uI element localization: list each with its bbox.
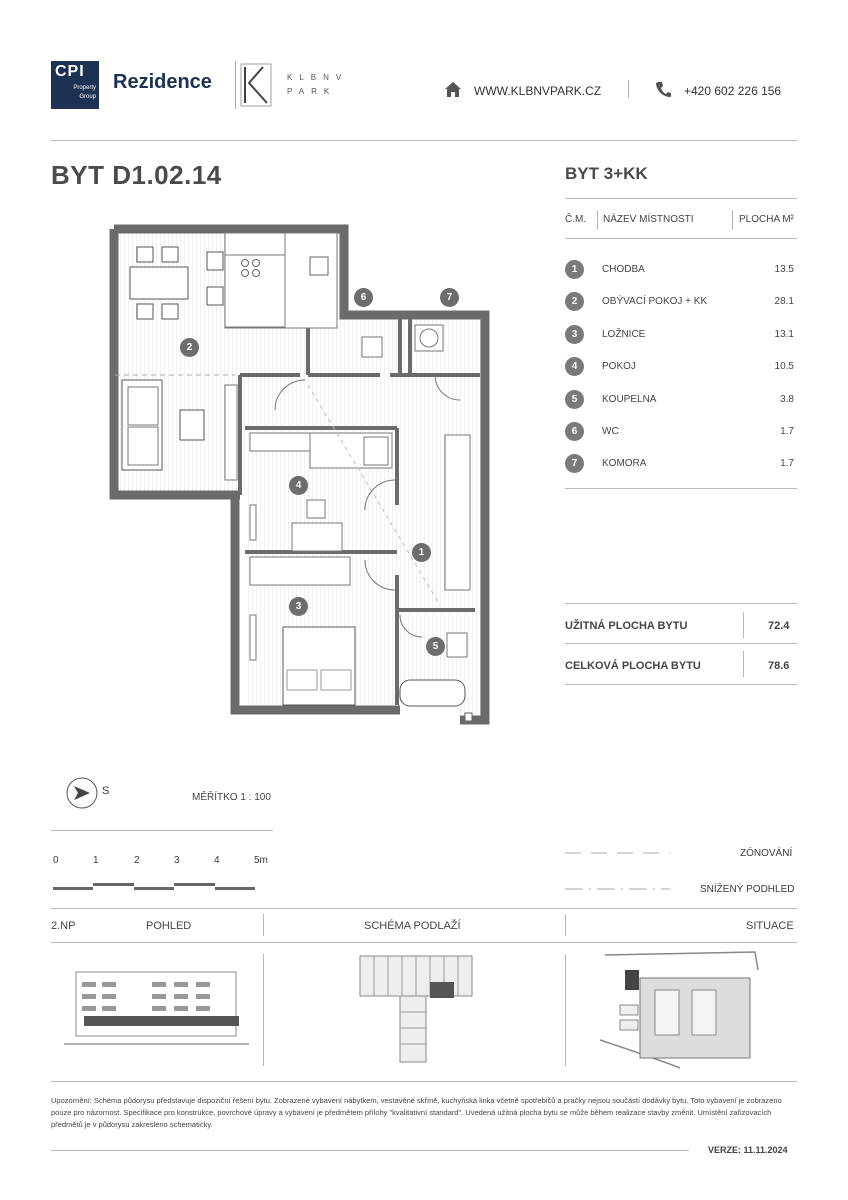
room-name: KOUPELNA xyxy=(602,394,657,405)
section-divider xyxy=(565,954,566,1066)
room-bubble-1: 1 xyxy=(412,543,431,562)
room-bubble-7: 7 xyxy=(440,288,459,307)
col-name-header: NÁZEV MÍSTNOSTI xyxy=(603,214,694,225)
scale-tick-label: 3 xyxy=(174,855,180,866)
summary-divider xyxy=(743,651,744,677)
room-name: OBÝVACÍ POKOJ + KK xyxy=(602,296,708,307)
legend-lowered-ceiling: SNÍŽENÝ PODHLED xyxy=(700,884,795,895)
scale-separator xyxy=(51,830,273,831)
table-row xyxy=(565,260,797,280)
scale-tick-label: 2 xyxy=(134,855,140,866)
version-label: VERZE: 11.11.2024 xyxy=(708,1145,788,1155)
section-divider xyxy=(263,914,264,936)
col-divider xyxy=(597,210,598,230)
section-divider xyxy=(263,954,264,1066)
page-title: BYT D1.02.14 xyxy=(51,160,222,190)
sections-header-line xyxy=(51,942,797,943)
legend-zoning: ZÓNOVÁNÍ xyxy=(740,848,793,859)
table-row xyxy=(565,390,797,410)
room-area: 13.5 xyxy=(774,264,794,275)
col-num-header: Č.M. xyxy=(565,214,587,225)
brand-name: Rezidence xyxy=(113,71,212,93)
floor-scheme-thumbnail xyxy=(356,952,476,1064)
room-area: 10.5 xyxy=(774,361,794,372)
klbnv-monogram-icon xyxy=(235,61,279,109)
scale-tick-label: 1 xyxy=(93,855,99,866)
summary-divider xyxy=(743,612,744,638)
summary-top-line xyxy=(565,603,797,604)
table-top-line xyxy=(565,198,797,199)
home-icon xyxy=(445,82,461,97)
floor-label: 2.NP xyxy=(51,920,76,932)
disclaimer-text: Upozornění: Schéma půdorysu představuje dispoziční řešení bytu. Zobrazené vybavení nábytkem, vestavěné skříně, kuchyňská linka včetně spotřebičů a pračky nejsou součástí dodávky bytu. Toto vybavení je zobrazeno pouze pro názornost. Specifikace pro konstrukce, povrchové úpravy a vybavení je předmětem přílohy "kvalitativní standard". Uvedená užitná plocha bytu se může během realizace stavby změnit. Umístění zařizovacích předmětů je v půdorysu zakresleno schematicky. xyxy=(51,1096,782,1129)
header-separator xyxy=(51,140,797,141)
view-label: POHLED xyxy=(146,920,192,932)
elevation-view-thumbnail xyxy=(64,964,249,1049)
table-row xyxy=(565,454,797,474)
col-area-header: PLOCHA M² xyxy=(739,214,795,225)
table-row xyxy=(565,325,797,345)
website-link[interactable]: WWW.KLBNVPARK.CZ xyxy=(474,84,602,98)
unit-type: BYT 3+KK xyxy=(565,164,648,183)
total-area-label: CELKOVÁ PLOCHA BYTU xyxy=(565,660,701,672)
north-label: S xyxy=(102,785,110,797)
room-bubble-5: 5 xyxy=(426,637,445,656)
summary-bottom-line xyxy=(565,684,797,685)
total-area-value: 78.6 xyxy=(768,660,790,672)
phone-icon xyxy=(656,82,671,97)
section-divider xyxy=(565,914,566,936)
usable-area-value: 72.4 xyxy=(768,620,790,632)
table-row xyxy=(565,357,797,377)
room-name: WC xyxy=(602,426,619,437)
room-number-badge: 3 xyxy=(565,325,584,344)
room-number-badge: 6 xyxy=(565,422,584,441)
footer-separator xyxy=(51,1081,797,1082)
header-divider xyxy=(628,80,629,98)
scale-tick-label: 0 xyxy=(53,855,59,866)
sections-top-line xyxy=(51,908,797,909)
room-number-badge: 4 xyxy=(565,357,584,376)
summary-mid-line xyxy=(565,643,797,644)
room-number-badge: 1 xyxy=(565,260,584,279)
scale-bar xyxy=(53,880,258,894)
table-row xyxy=(565,422,797,442)
room-bubble-2: 2 xyxy=(180,338,199,357)
scheme-label: SCHÉMA PODLAŽÍ xyxy=(364,920,461,932)
room-bubble-4: 4 xyxy=(289,476,308,495)
table-row xyxy=(565,292,797,312)
situation-label: SITUACE xyxy=(746,920,794,932)
room-name: KOMORA xyxy=(602,458,647,469)
phone-link[interactable]: +420 602 226 156 xyxy=(684,84,782,98)
klbnv-park-logo: KLBNV PARK xyxy=(235,61,355,109)
room-number-badge: 5 xyxy=(565,390,584,409)
room-bubble-6: 6 xyxy=(354,288,373,307)
site-situation-thumbnail xyxy=(600,950,760,1070)
room-area: 3.8 xyxy=(780,394,794,405)
cpi-logo: CPI Property Group xyxy=(51,61,99,109)
table-header-line xyxy=(565,238,797,239)
room-area: 13.1 xyxy=(774,329,794,340)
room-name: LOŽNICE xyxy=(602,329,646,340)
room-area: 28.1 xyxy=(774,296,794,307)
room-name: CHODBA xyxy=(602,264,645,275)
room-name: POKOJ xyxy=(602,361,636,372)
room-number-badge: 2 xyxy=(565,292,584,311)
room-bubble-3: 3 xyxy=(289,597,308,616)
room-number-badge: 7 xyxy=(565,454,584,473)
scale-ratio: MĚŘÍTKO 1 : 100 xyxy=(192,792,271,803)
table-bottom-line xyxy=(565,488,797,489)
room-area: 1.7 xyxy=(780,458,794,469)
scale-tick-label: 4 xyxy=(214,855,220,866)
room-area: 1.7 xyxy=(780,426,794,437)
north-arrow-icon xyxy=(65,776,99,810)
footer-bottom-line xyxy=(51,1150,689,1151)
col-divider xyxy=(732,210,733,230)
scale-tick-label: 5m xyxy=(254,855,268,866)
usable-area-label: UŽITNÁ PLOCHA BYTU xyxy=(565,620,688,632)
legend-lines xyxy=(565,848,675,898)
